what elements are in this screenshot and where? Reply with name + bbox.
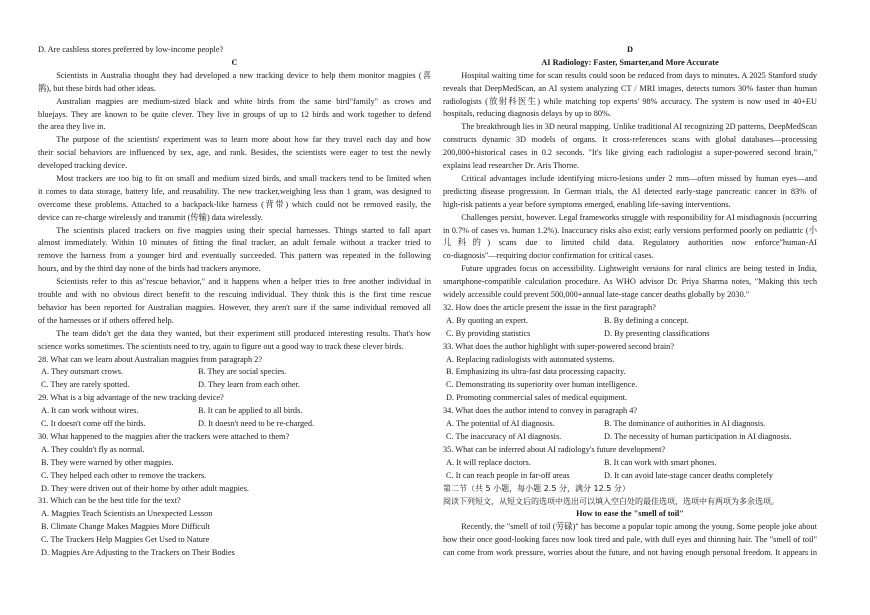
passage-d-p4-line: co-diagnosis"—requiring doctor confirmation for critical cases. (443, 251, 654, 261)
answer-option[interactable]: B. It can be applied to all birds. (198, 406, 303, 416)
answer-option-row (443, 457, 817, 470)
passage-d-p3-line: Critical advantages include identifying micro-lesions under 2 mm—often missed by human eyes—and (461, 173, 817, 183)
passage-c-p5-line: The scientists placed trackers on five magpies using their special harnesses. Things started to fall apart (56, 225, 431, 235)
section-d-heading: D (627, 45, 633, 54)
answer-option[interactable]: B. Emphasizing its ultra-fast data processing capacity. (446, 367, 626, 377)
passage-c-p1-line: 鹊), but these birds had other ideas. (38, 83, 156, 93)
passage-c-p1-line: Scientists in Australia thought they had developed a new tracking device to help them monitor magpies (喜 (56, 70, 431, 80)
answer-option[interactable]: B. They are social species. (198, 367, 287, 377)
answer-option[interactable]: B. The dominance of authorities in AI diagnosis. (604, 419, 766, 429)
answer-option-row (443, 418, 817, 431)
answer-option-row (38, 534, 431, 547)
passage-c-p4-line: it comes to data storage, battery life, and reusability. The new tracker,weighing less than 1 gram, was designed to (38, 186, 431, 196)
passage-next (443, 521, 817, 560)
question-stem: 32. How does the article present the issue in the first paragraph? (443, 302, 656, 312)
passage-d-p1-line: Hospital waiting time for scan results could soon be reduced from days to minutes. A 2025 Stanford study (461, 70, 817, 80)
passage-d-p3-line: high-risk patients a year before symptoms emerged, enabling life-saving interventions. (443, 199, 731, 209)
passage-c-p3-line: The purpose of the scientists' experiment was to learn more about how far they travel each day and how (56, 135, 431, 145)
question-stem: 29. What is a big advantage of the new tracking device? (38, 393, 224, 403)
answer-option[interactable]: C. They helped each other to remove the trackers. (41, 470, 207, 480)
passage-c-p6-line: behavior has been reported for Australian magpies. However, they aren't sure if the same individual removed all (38, 302, 431, 312)
answer-option[interactable]: D. By presenting classifications (604, 328, 710, 338)
passage-d-title: AI Radiology: Faster, Smarter,and More Accurate (541, 57, 719, 67)
answer-option-row (38, 521, 431, 534)
passage-c-p2-line: the area they live in. (38, 122, 106, 132)
passage-c-p3-line: their social behaviors are influenced by sex, age, and rank. Besides, the scientists were eager to test the newly (38, 148, 431, 158)
section-2-header: 第二节（共 5 小题，每小题 2.5 分，满分 12.5 分） (443, 483, 630, 493)
passage-d-p5-line: Future upgrades focus on accessibility. Lightweight versions for rural clinics are being tested in India, (461, 264, 817, 274)
answer-option[interactable]: B. By defining a concept. (604, 315, 689, 325)
answer-option[interactable]: A. The potential of AI diagnosis. (446, 419, 555, 429)
passage-d-p1-line: radiologists (放射科医生) while matching top experts' 98% accuracy. The system is now used in 40+EU (443, 96, 817, 106)
question-stem: 31. Which can be the best title for the text? (38, 496, 181, 506)
passage-c-p7-line: science works sometimes. The scientists need to try, again to figure out a good way to track these clever birds. (38, 341, 404, 351)
answer-option[interactable]: C. They are rarely spotted. (41, 380, 130, 390)
answer-option-row (38, 470, 431, 483)
question-stem: 33. What does the author highlight with super-powered second brain? (443, 341, 675, 351)
answer-option-row (443, 470, 817, 483)
answer-option[interactable]: B. It can work with smart phones. (604, 457, 717, 467)
passage-d-p4-line: 儿科的) scans due to limited child data. Regulatory authorities now enforce"human-AI (443, 238, 817, 248)
answer-option[interactable]: D. The necessity of human participation in AI diagnosis. (604, 431, 792, 441)
answer-option[interactable]: A. Magpies Teach Scientists an Unexpected Lesson (41, 509, 213, 519)
answer-option[interactable]: D. It doesn't need to be re-charged. (198, 419, 315, 429)
question-stem: 30. What happened to the magpies after the trackers were attached to them? (38, 431, 290, 441)
passage-next-line: Recently, the "smell of toil (劳碌)" has become a popular topic among the young. Some people joke about (461, 522, 817, 532)
passage-d (443, 70, 817, 302)
passage-c-p5-line: hours, and by the third day none of the birds had trackers anymore. (38, 264, 261, 274)
answer-option[interactable]: B. Climate Change Makes Magpies More Difficult (41, 522, 210, 532)
passage-c-p2-line: Australian magpies are medium-sized black and white birds from the same bird"family" as crows and (56, 96, 431, 106)
answer-option-row (38, 366, 431, 379)
passage-d-p2-line: 200,000+historical cases in 0.2 seconds. "It's like giving each radiologist a super-powered second brain," (443, 148, 817, 158)
passage-d-p2-line: explains lead researcher Dr. Aris Thorne. (443, 161, 580, 171)
answer-option[interactable]: A. It can work without wires. (41, 406, 139, 416)
answer-option[interactable]: D. Promoting commercial sales of medical equipment. (446, 393, 628, 403)
question-stem: 35. What can be inferred about AI radiology's future development? (443, 444, 666, 454)
passage-c (38, 70, 431, 354)
q27-option-d: D. Are cashless stores preferred by low-income people? (38, 45, 224, 54)
answer-option-row (443, 379, 817, 392)
passage-c-p4-line: device can re-charge wirelessly and transmit (传输) data wirelessly. (38, 212, 263, 222)
passage-c-p5-line: almost immediately. Within 10 minutes of fitting the final tracker, an adult female without a tracker tried to (38, 238, 431, 248)
answer-option[interactable]: C. The inaccuracy of AI diagnosis. (446, 431, 562, 441)
answer-option-row (38, 444, 431, 457)
passage-d-p1-line: hospitals, reducing diagnosis delays by up to 80%. (443, 109, 611, 119)
answer-option[interactable]: A. Replacing radiologists with automated systems. (446, 354, 615, 364)
answer-option[interactable]: D. They learn from each other. (198, 380, 300, 390)
answer-option-row (443, 431, 817, 444)
passage-d-p2-line: The breakthrough lies in 3D neural mapping. Unlike traditional AI recognizing 2D patterns, DeepMedScan (461, 122, 817, 132)
passage-d-p5-line: widely accessible could prevent 500,000+annual late-stage cancer deaths globally by 2030." (443, 290, 750, 300)
answer-option-row (443, 354, 817, 367)
passage-c-p3-line: developed tracking device. (38, 161, 128, 171)
passage-c-p2-line: bluejays. They are known to be quite clever. They live in groups of up to 12 birds and work together to defend (38, 109, 431, 119)
answer-option[interactable]: C. The Trackers Help Magpies Get Used to Nature (41, 535, 210, 545)
questions-28-31 (38, 354, 431, 561)
passage-next-line: can come from work pressure, worries about the future, and not having enough personal freedom. It appears in (443, 548, 817, 558)
answer-option[interactable]: A. They outsmart crows. (41, 367, 124, 377)
passage-c-p6-line: trouble and with no obvious direct benefit to the rescuing individual. They think this is the first time rescue (38, 290, 431, 300)
answer-option-row (38, 483, 431, 496)
passage-c-p4-line: Most trackers are too big to fit on small and medium sized birds, and small trackers tend to be limited when (56, 173, 431, 183)
answer-option[interactable]: A. They couldn't fly as normal. (41, 444, 145, 454)
passage-c-p5-line: remove the harness from a younger bird and eventually succeeded. This pattern was repeated in the following (38, 251, 431, 261)
answer-option-row (443, 366, 817, 379)
section-c-heading: C (231, 57, 238, 67)
answer-option[interactable]: D. It can avoid late-stage cancer deaths completely (604, 470, 774, 480)
answer-option[interactable]: C. By providing statistics (446, 328, 531, 338)
answer-option[interactable]: C. Demonstrating its superiority over human intelligence. (446, 380, 638, 390)
questions-32-35 (443, 302, 817, 483)
passage-d-p5-line: smartphone-compatible calculation procedure. As WHO advisor Dr. Priya Sharma notes, "Making this tech (443, 277, 817, 287)
answer-option[interactable]: D. They were driven out of their home by other adult magpies. (41, 483, 249, 493)
left-column (38, 44, 431, 560)
passage-c-p6-line: Scientists refer to this as"rescue behavior," and it happens when a helper tries to free another individual in (56, 277, 431, 287)
answer-option-row (38, 418, 431, 431)
answer-option-row (443, 392, 817, 405)
passage-d-p4-line: in 0.7% of cases vs. human 1.2%). Inaccuracy risks also exist; early versions performed poorly on pediatric (小 (443, 225, 817, 235)
answer-option[interactable]: C. It doesn't come off the birds. (41, 419, 146, 429)
section-2-instruction: 阅读下列短文，从短文后的选项中选出可以填入空白处的最佳选项，选项中有两项为多余选项。 (443, 496, 779, 506)
passage-title: How to ease the "smell of toil" (576, 509, 684, 519)
answer-option[interactable]: A. By quoting an expert. (446, 315, 529, 325)
answer-option[interactable]: A. It will replace doctors. (446, 457, 531, 467)
passage-d-p3-line: predicting disease progression. In German trials, the AI detected early-stage pancreatic cancer in 83% of (443, 186, 817, 196)
answer-option-row (38, 457, 431, 470)
passage-c-p6-line: of the harnesses or if others offered help. (38, 315, 174, 325)
answer-option[interactable]: D. Magpies Are Adjusting to the Trackers on Their Bodies (41, 548, 235, 558)
answer-option-row (38, 508, 431, 521)
answer-option-row (443, 328, 817, 341)
question-stem: 34. What does the author intend to convey in paragraph 4? (443, 406, 638, 416)
passage-c-p7-line: The team didn't get the data they wanted, but their experiment still produced interesting results. That's how (56, 328, 431, 338)
passage-next-line: how their once good-looking faces now look tired and pale, with dull eyes and thinning hair. The "smell of toil" (443, 535, 817, 545)
answer-option-row (443, 315, 817, 328)
passage-d-p1-line: reveals that DeepMedScan, an AI system analyzing CT / MRI images, detects tumors 30% faster than human (443, 83, 817, 93)
answer-option[interactable]: C. It can reach people in far-off areas (446, 470, 570, 480)
answer-option-row (38, 405, 431, 418)
answer-option[interactable]: B. They were warned by other magpies. (41, 457, 174, 467)
answer-option-row (38, 547, 431, 560)
right-column (443, 44, 817, 560)
answer-option-row (38, 379, 431, 392)
passage-d-p4-line: Challenges persist, however. Legal frameworks struggle with responsibility for AI misdiagnosis (occurring (461, 212, 817, 222)
passage-d-p2-line: constructs dynamic 3D models of organs. It cross-references scans with global databases—processing (443, 135, 817, 145)
question-stem: 28. What can we learn about Australian magpies from paragraph 2? (38, 354, 263, 364)
passage-c-p4-line: overcome these problems. Attached to a backpack-like harness (背带) which could not be removed easily, the (38, 199, 431, 209)
